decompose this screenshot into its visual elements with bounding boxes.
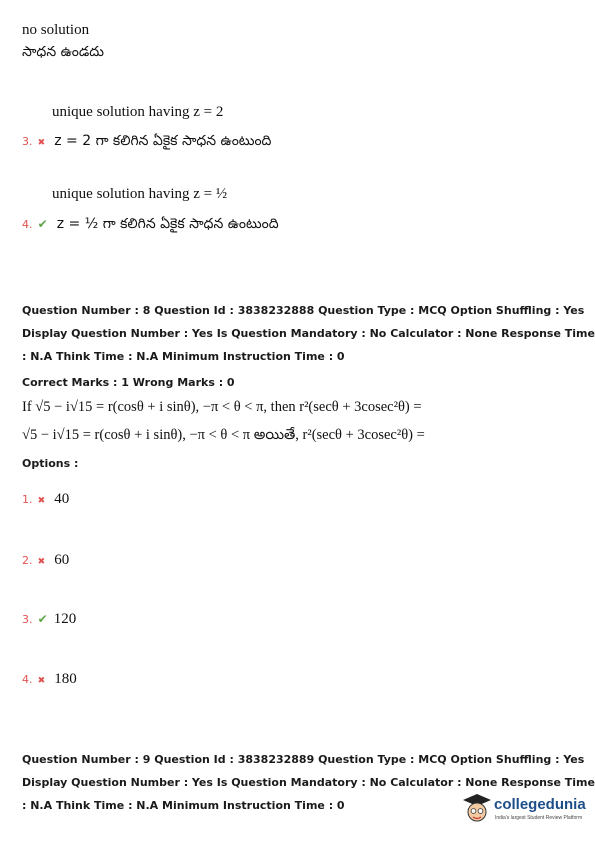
option-number: 3. xyxy=(22,135,33,148)
q8-option-4[interactable] xyxy=(22,668,77,688)
q9-meta-line-3: : N.A Think Time : N.A Minimum Instruction Time : 0 xyxy=(22,799,345,812)
option-number: 2. xyxy=(22,554,33,567)
option-number: 1. xyxy=(22,493,33,506)
q8-option-2[interactable] xyxy=(22,549,69,569)
q8-option-1[interactable] xyxy=(22,488,69,508)
option-4-telugu: z = ½ గా కలిగిన ఏకైక సాధన ఉంటుంది xyxy=(56,216,279,232)
q8-options-label: Options : xyxy=(22,457,79,470)
collegedunia-logo xyxy=(462,790,588,830)
logo-tagline: India's largest Student Review Platform xyxy=(495,815,583,821)
q8-question-telugu: √5 − i√15 = r(cosθ + i sinθ), −π < θ < π అయితే, r²(secθ + 3cosec²θ) = xyxy=(22,427,425,443)
q8-question-english: If √5 − i√15 = r(cosθ + i sinθ), −π < θ < π, then r²(secθ + 3cosec²θ) = xyxy=(22,399,422,415)
option-value: 60 xyxy=(54,552,70,568)
q8-meta-line-1: Question Number : 8 Question Id : 3838232888 Question Type : MCQ Option Shuffling : Yes xyxy=(22,304,585,317)
wrong-mark-icon: ✖ xyxy=(37,138,46,148)
option-4-english: unique solution having z = ½ xyxy=(52,186,228,202)
option-value: 180 xyxy=(54,671,77,687)
option-2-telugu: సాధన ఉండదు xyxy=(22,44,104,60)
graduate-mascot-icon xyxy=(462,792,492,826)
correct-check-icon: ✔ xyxy=(37,217,48,231)
wrong-mark-icon: ✖ xyxy=(37,676,46,686)
q8-meta-line-3: : N.A Think Time : N.A Minimum Instruction Time : 0 xyxy=(22,350,345,363)
wrong-mark-icon: ✖ xyxy=(37,557,46,567)
q8-meta-line-2: Display Question Number : Yes Is Question Mandatory : No Calculator : None Response Time xyxy=(22,327,595,340)
q8-marks: Correct Marks : 1 Wrong Marks : 0 xyxy=(22,376,235,389)
option-number: 3. xyxy=(22,613,33,626)
option-number: 4. xyxy=(22,218,33,231)
option-number: 4. xyxy=(22,673,33,686)
option-2-english: no solution xyxy=(22,22,90,38)
option-3-row xyxy=(22,130,271,152)
q9-meta-line-1: Question Number : 9 Question Id : 3838232889 Question Type : MCQ Option Shuffling : Yes xyxy=(22,753,585,766)
wrong-mark-icon: ✖ xyxy=(37,496,46,506)
option-value: 120 xyxy=(53,611,77,627)
correct-check-icon: ✔ xyxy=(37,612,48,626)
q9-meta-line-2: Display Question Number : Yes Is Question Mandatory : No Calculator : None Response Time xyxy=(22,776,595,789)
option-3-telugu: z = 2 గా కలిగిన ఏకైక సాధన ఉంటుంది xyxy=(54,133,272,149)
option-value: 40 xyxy=(54,491,70,507)
q8-option-3[interactable] xyxy=(22,608,76,628)
option-4-row xyxy=(22,213,279,235)
option-3-english: unique solution having z = 2 xyxy=(52,104,224,120)
logo-wordmark: collegedunia xyxy=(494,796,586,813)
